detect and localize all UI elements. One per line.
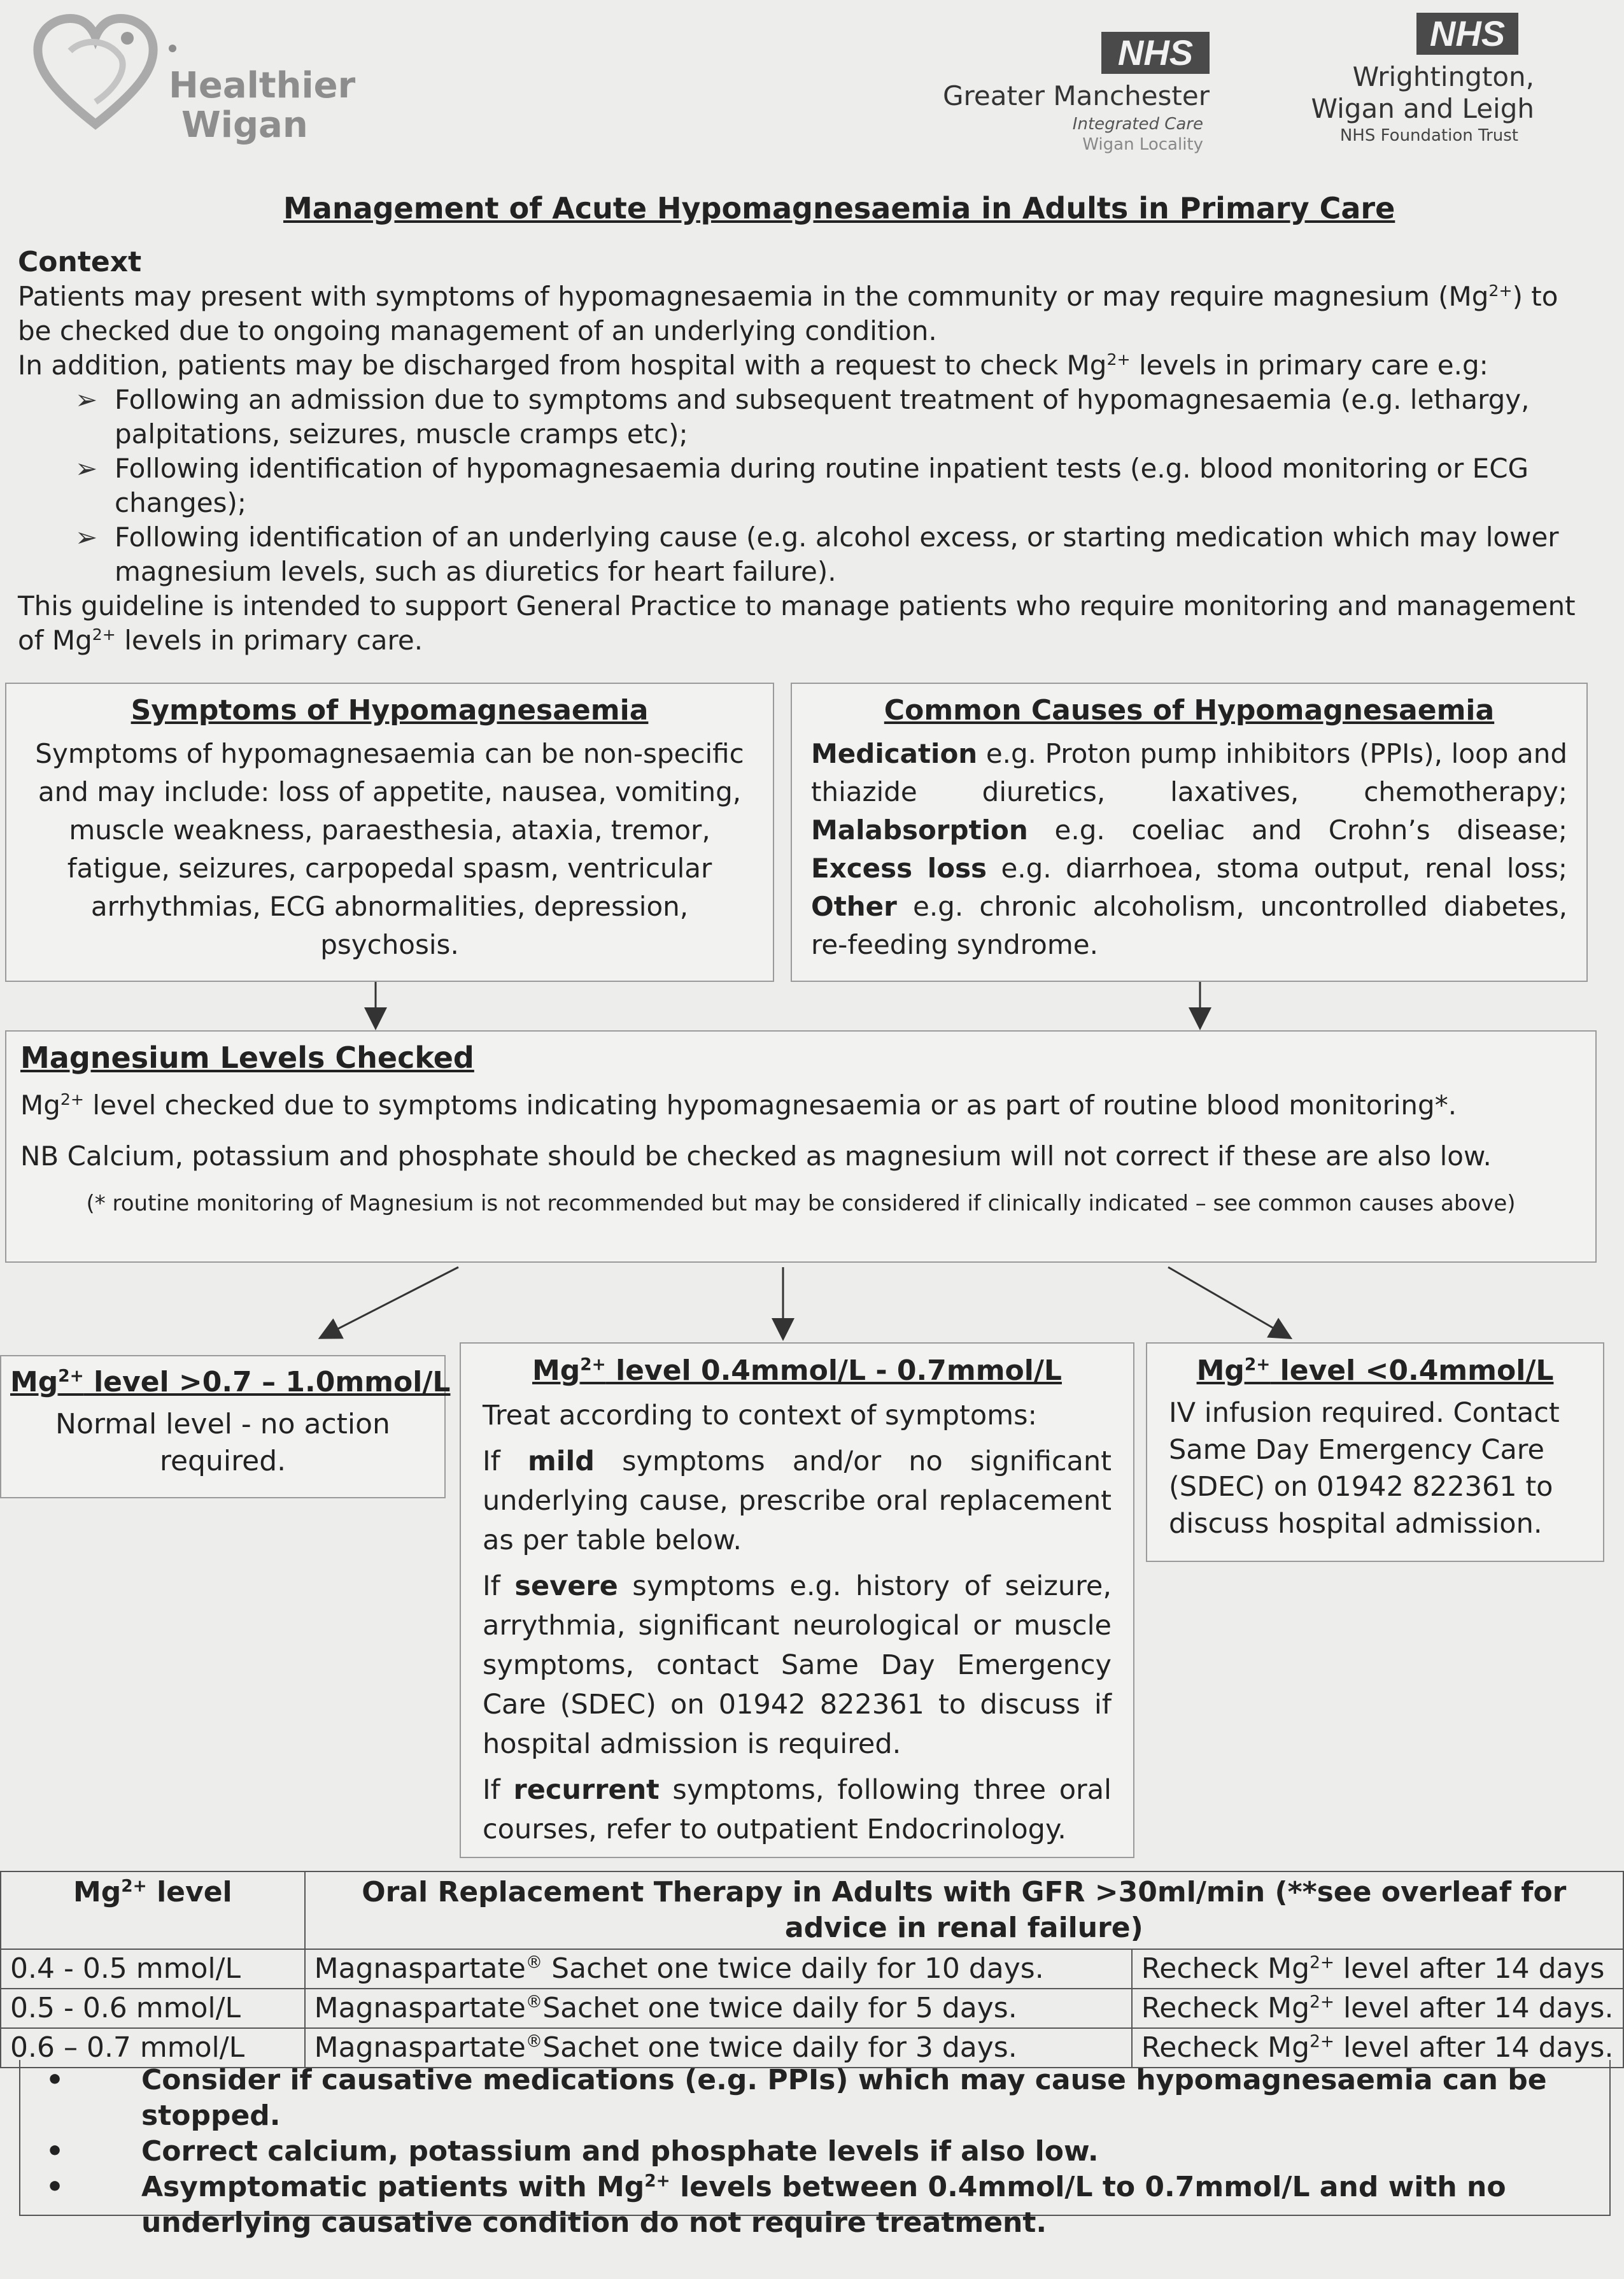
- row-recheck: Recheck $Mg^{2+}$ level after 14 days.: [1132, 2028, 1623, 2068]
- cause-text: e.g. coeliac and Crohn’s disease;: [1027, 814, 1567, 846]
- nhs-badge: NHS: [1416, 13, 1518, 55]
- row-recheck: Recheck $Mg^{2+}$ level after 14 days: [1132, 1949, 1623, 1989]
- cause-text: e.g. Proton pump inhibitors (PPIs), loop and thiazide diuretics, laxatives, chemotherapy;: [811, 738, 1567, 807]
- context-para-1: Patients may present with symptoms of hypomagnesaemia in the community or may require magnesium $(Mg^{2+})$ to be checked due to ongoing management of an underlying condition.: [18, 281, 1558, 346]
- row-dose: Magnaspartate®Sachet one twice daily for 5 days.: [305, 1989, 1132, 2028]
- nhs-badge: NHS: [1101, 32, 1210, 74]
- table-header-therapy: Oral Replacement Therapy in Adults with GFR >30ml/min (**see overleaf for advice in renal failure): [305, 1871, 1623, 1949]
- cause-text: e.g. chronic alcoholism, uncontrolled diabetes, re-feeding syndrome.: [811, 891, 1567, 960]
- note-item: • Asymptomatic patients with $Mg^{2+}$ levels between 0.4mmol/L to 0.7mmol/L and with no underlying causative condition do not require treatment.: [46, 2169, 1590, 2241]
- context-para-2: In addition, patients may be discharged from hospital with a request to check $Mg^{2+}$ levels in primary care e.g:: [18, 350, 1488, 381]
- symptoms-heading: Symptoms of Hypomagnesaemia: [131, 694, 649, 727]
- ww-sub: NHS Foundation Trust: [1339, 126, 1518, 145]
- levels-checked-para-1: $Mg^{2+}$ level checked due to symptoms indicating hypomagnesaemia or as part of routine blood monitoring*.: [20, 1090, 1457, 1121]
- symptoms-body: Symptoms of hypomagnesaemia can be non-specific and may include: loss of appetite, nausea, vomiting, muscle weakness, paraesthesia, ataxia, tremor, fatigue, seizures, carpopedal spasm, ventricular arrhythmias, ECG abnormalities, depression, psychosis.: [35, 738, 744, 960]
- row-level: 0.5 - 0.6 mmol/L: [1, 1989, 305, 2028]
- row-level: 0.6 – 0.7 mmol/L: [1, 2028, 305, 2068]
- level-mid-mild: If mild symptoms and/or no significant underlying cause, prescribe oral replacement as per table below.: [483, 1445, 1112, 1556]
- table-header-level: $Mg^{2+}$ level: [1, 1871, 305, 1949]
- cause-label: Malabsorption: [811, 814, 1028, 846]
- row-recheck: Recheck $Mg^{2+}$ level after 14 days.: [1132, 1989, 1623, 2028]
- level-mid-severe: If severe symptoms e.g. history of seizure, arrythmia, significant neurological or muscle symptoms, contact Same Day Emergency Care (SDEC) on 01942 822361 to discuss if hospital admission is required.: [483, 1570, 1112, 1760]
- level-low-body: IV infusion required. Contact Same Day Emergency Care (SDEC) on 01942 822361 to discuss hospital admission.: [1169, 1397, 1560, 1540]
- row-dose: Magnaspartate® Sachet one twice daily for 10 days.: [305, 1949, 1132, 1989]
- hw-line1: Healthier: [169, 65, 356, 106]
- arrow-to-normal: [321, 1267, 458, 1337]
- gm-sub1: Integrated Care: [1072, 115, 1203, 134]
- context-heading: Context: [18, 246, 142, 278]
- ww-line1: Wrightington,: [1352, 61, 1534, 92]
- note-item: • Correct calcium, potassium and phosphate levels if also low.: [46, 2134, 1590, 2169]
- level-mid-recurrent: If recurrent symptoms, following three oral courses, refer to outpatient Endocrinology.: [483, 1774, 1112, 1845]
- ww-line2: Wigan and Leigh: [1311, 93, 1534, 124]
- context-bullet: ➢ Following identification of an underlying cause (e.g. alcohol excess, or starting medication which may lower magnesium levels, such as diuretics for heart failure).: [56, 520, 1590, 589]
- hw-line2: Wigan: [181, 104, 308, 146]
- row-dose: Magnaspartate®Sachet one twice daily for 3 days.: [305, 2028, 1132, 2068]
- level-mid-intro: Treat according to context of symptoms:: [483, 1400, 1038, 1431]
- level-normal-body: Normal level - no action required.: [55, 1408, 390, 1477]
- cause-label: Other: [811, 891, 897, 922]
- table-row: [1, 1989, 1623, 2028]
- levels-checked-note: (* routine monitoring of Magnesium is not recommended but may be considered if clinically indicated – see common causes above): [86, 1191, 1516, 1216]
- cause-text: e.g. diarrhoea, stoma output, renal loss;: [987, 853, 1567, 884]
- page-title: Management of Acute Hypomagnesaemia in Adults in Primary Care: [283, 191, 1395, 225]
- arrow-to-low: [1168, 1267, 1289, 1337]
- gm-name: Greater Manchester: [943, 80, 1210, 111]
- table-row: [1, 1949, 1623, 1989]
- context-bullet: ➢ Following an admission due to symptoms and subsequent treatment of hypomagnesaemia (e.g. lethargy, palpitations, seizures, muscle cramps etc);: [56, 383, 1590, 451]
- level-mid-heading: $Mg^{2+}$ level 0.4mmol/L - 0.7mmol/L: [532, 1354, 1062, 1387]
- gm-sub2: Wigan Locality: [1082, 135, 1203, 154]
- levels-checked-heading: Magnesium Levels Checked: [20, 1040, 474, 1075]
- cause-label: Medication: [811, 738, 978, 769]
- table-notes: [19, 2060, 1611, 2239]
- row-level: 0.4 - 0.5 mmol/L: [1, 1949, 305, 1989]
- level-normal-heading: $Mg^{2+}$ level >0.7 – 1.0mmol/L: [10, 1366, 451, 1398]
- context-para-3: This guideline is intended to support General Practice to manage patients who require monitoring and management of $Mg^{2+}$ levels in primary care.: [18, 590, 1576, 656]
- oral-replacement-table: [0, 1871, 1624, 2068]
- level-low-heading: $Mg^{2+}$ level <0.4mmol/L: [1196, 1354, 1554, 1387]
- context-bullet: ➢ Following identification of hypomagnesaemia during routine inpatient tests (e.g. blood monitoring or ECG changes);: [56, 451, 1590, 520]
- causes-heading: Common Causes of Hypomagnesaemia: [884, 694, 1495, 727]
- note-item: • Consider if causative medications (e.g. PPIs) which may cause hypomagnesaemia can be stopped.: [46, 2062, 1590, 2134]
- cause-label: Excess loss: [811, 853, 987, 884]
- levels-checked-para-2: NB Calcium, potassium and phosphate should be checked as magnesium will not correct if these are also low.: [20, 1140, 1492, 1172]
